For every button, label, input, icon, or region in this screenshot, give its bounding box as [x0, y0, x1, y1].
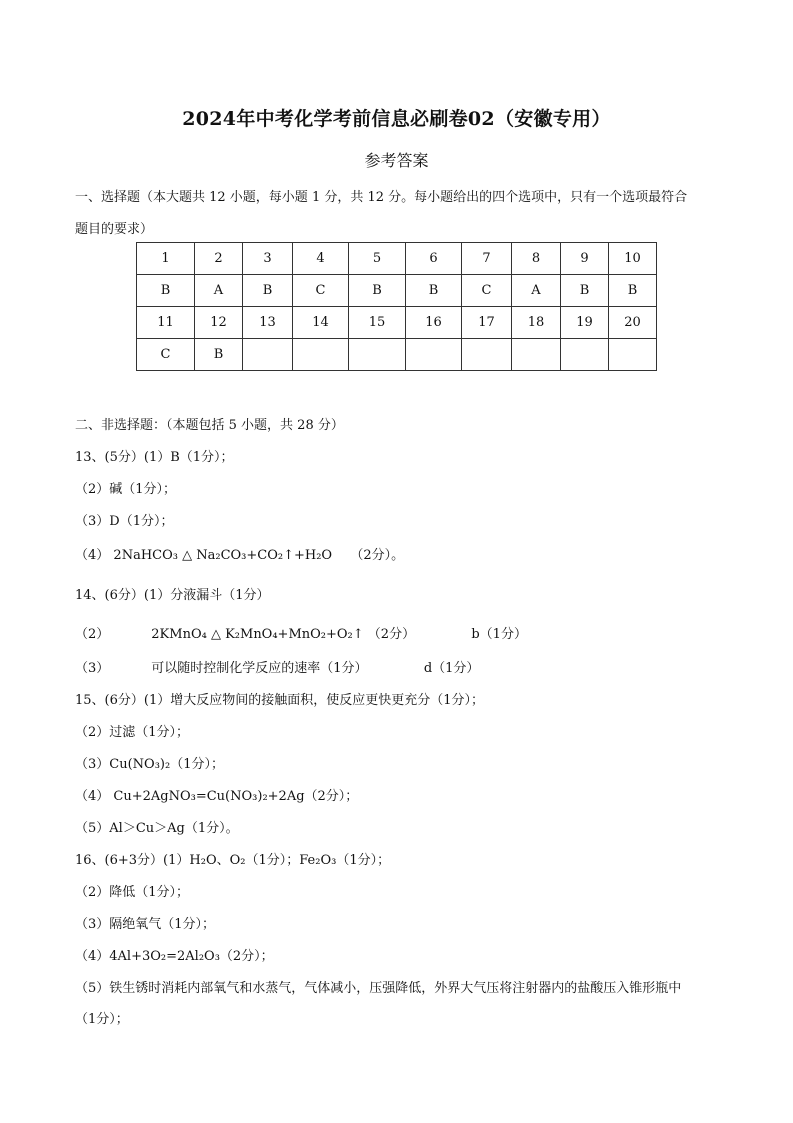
- table-cell: 13: [243, 307, 293, 339]
- q13-line2: （2）碱（1分）；: [75, 482, 177, 497]
- q14-line3-text: 可以随时控制化学反应的速率（1分）: [151, 661, 368, 676]
- table-cell: 14: [293, 307, 349, 339]
- table-cell: 9: [561, 243, 609, 275]
- table-cell: 8: [512, 243, 561, 275]
- table-cell: 10: [609, 243, 657, 275]
- section1-heading-line1: 一、选择题（本大题共 12 小题，每小题 1 分，共 12 分。每小题给出的四个选项中，只有一个选项最符合: [75, 190, 688, 205]
- table-cell: 1: [137, 243, 195, 275]
- table-cell: [243, 339, 293, 371]
- q16-line5b: （1分）；: [75, 1012, 129, 1027]
- table-cell: 17: [462, 307, 512, 339]
- q16-line5a: （5）铁生锈时消耗内部氧气和水蒸气，气体减小，压强降低，外界大气压将注射器内的盐酸压入锥形瓶中: [75, 981, 682, 996]
- table-cell: A: [195, 275, 243, 307]
- q15-line1: 15、(6分）(1）增大反应物间的接触面积，使反应更快更充分（1分）；: [75, 693, 484, 708]
- q13-line4-suffix: （2分）。: [350, 548, 405, 563]
- q14-line1: 14、(6分）(1）分液漏斗（1分）: [75, 588, 270, 603]
- table-cell: [293, 339, 349, 371]
- table-row: [137, 243, 657, 275]
- table-cell: A: [512, 275, 561, 307]
- answer-table: [136, 242, 657, 371]
- table-cell: B: [243, 275, 293, 307]
- table-cell: C: [137, 339, 195, 371]
- table-cell: 15: [349, 307, 406, 339]
- q14-line2-num: （2）: [75, 627, 110, 642]
- q14-line3-num: （3）: [75, 661, 110, 676]
- table-cell: 19: [561, 307, 609, 339]
- table-cell: 7: [462, 243, 512, 275]
- q13-line3: （3）D（1分）；: [75, 514, 174, 529]
- table-cell: [462, 339, 512, 371]
- table-cell: 18: [512, 307, 561, 339]
- page-title: 2024年中考化学考前信息必刷卷02（安徽专用）: [182, 108, 611, 130]
- table-row: [137, 307, 657, 339]
- q15-line3: （3）Cu(NO₃)₂（1分）；: [75, 757, 224, 772]
- page-subtitle: 参考答案: [364, 151, 429, 170]
- q15-line4: （4） Cu+2AgNO₃=Cu(NO₃)₂+2Ag（2分）；: [75, 789, 359, 804]
- table-row: [137, 339, 657, 371]
- q14-line2-extra: b（1分）: [471, 627, 527, 642]
- table-cell: [406, 339, 462, 371]
- q16-line2: （2）降低（1分）；: [75, 885, 190, 900]
- table-cell: B: [137, 275, 195, 307]
- table-row: [137, 275, 657, 307]
- q15-line2: （2）过滤（1分）；: [75, 725, 190, 740]
- q14-equation: 2KMnO₄ △ K₂MnO₄+MnO₂+O₂↑: [151, 627, 364, 642]
- q14-line3-extra: d（1分）: [423, 661, 480, 676]
- q16-line4: （4）4Al+3O₂=2Al₂O₃（2分）；: [75, 949, 274, 964]
- q16-line1: 16、(6+3分）(1）H₂O、O₂（1分）；Fe₂O₃（1分）；: [75, 853, 391, 868]
- table-cell: [349, 339, 406, 371]
- q14-line2-score: （2分）: [367, 627, 416, 642]
- table-cell: B: [349, 275, 406, 307]
- table-cell: 2: [195, 243, 243, 275]
- table-cell: B: [561, 275, 609, 307]
- q13-line4-prefix: （4）: [75, 548, 110, 563]
- table-cell: 20: [609, 307, 657, 339]
- table-cell: B: [195, 339, 243, 371]
- table-cell: 5: [349, 243, 406, 275]
- table-cell: [609, 339, 657, 371]
- table-cell: 6: [406, 243, 462, 275]
- table-cell: 3: [243, 243, 293, 275]
- table-cell: [561, 339, 609, 371]
- section1-heading-line2: 题目的要求）: [75, 222, 154, 237]
- table-cell: C: [462, 275, 512, 307]
- q15-line5: （5）Al＞Cu＞Ag（1分）。: [75, 821, 239, 836]
- table-cell: 4: [293, 243, 349, 275]
- table-cell: B: [609, 275, 657, 307]
- table-cell: [512, 339, 561, 371]
- section2-heading: 二、非选择题：（本题包括 5 小题，共 28 分）: [75, 418, 344, 433]
- q14-line2: [75, 623, 527, 642]
- q13-line1: 13、(5分）(1）B（1分）；: [75, 450, 234, 465]
- q14-line3: [75, 657, 479, 676]
- table-cell: 11: [137, 307, 195, 339]
- table-cell: C: [293, 275, 349, 307]
- q13-equation: 2NaHCO₃ △ Na₂CO₃+CO₂↑+H₂O: [113, 548, 333, 563]
- table-cell: 12: [195, 307, 243, 339]
- table-cell: 16: [406, 307, 462, 339]
- table-cell: B: [406, 275, 462, 307]
- q16-line3: （3）隔绝氧气（1分）；: [75, 917, 216, 932]
- q13-line4: [75, 544, 404, 563]
